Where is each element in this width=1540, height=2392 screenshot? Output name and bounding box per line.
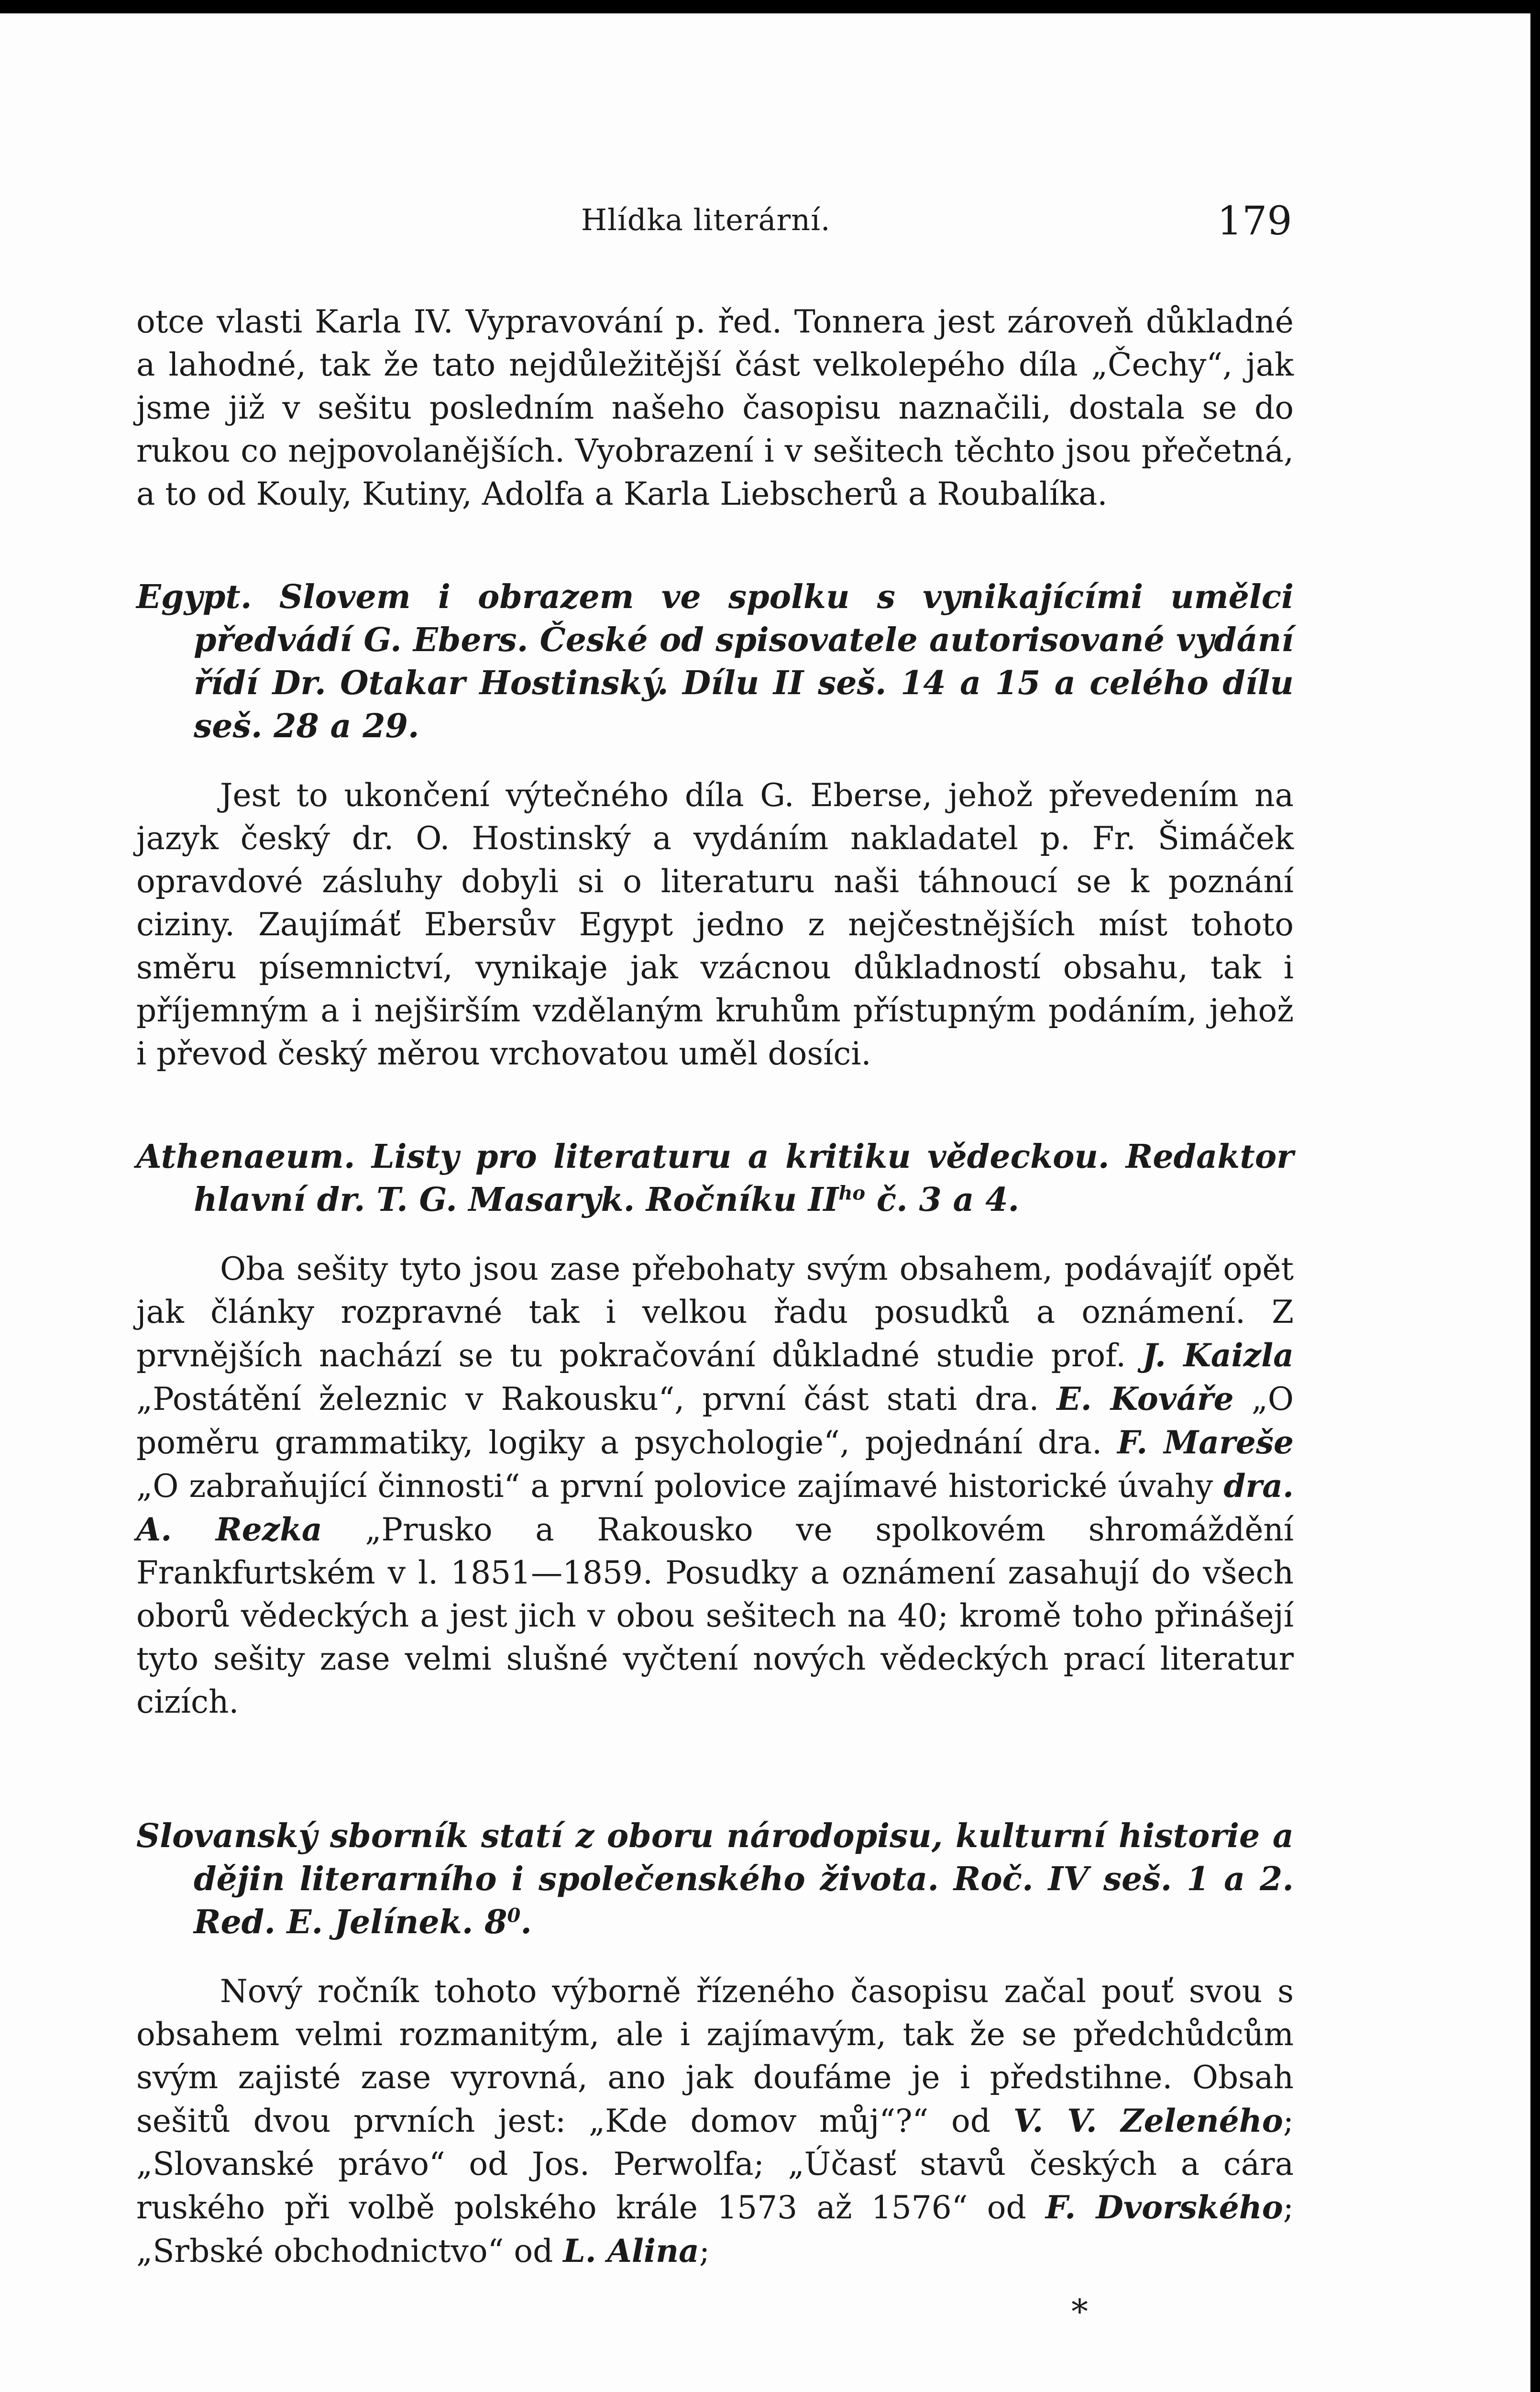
- running-title: Hlídka literární.: [581, 202, 831, 237]
- intro-paragraph: otce vlasti Karla IV. Vypravování p. řed. Tonnera jest zároveň důkladné a lahodné, tak že tato nejdůležitější část velkolepého díla „Čechy“, jak jsme již v sešitu posledním našeho časopisu naznačili, dostala se do rukou co nejpovolanějších. Vyobrazení i v sešitech těchto jsou přečetná, a to od Kouly, Kutiny, Adolfa a Karla Liebscherů a Roubalíka.: [136, 303, 1294, 512]
- author-name: dra. A. Rezka: [136, 1467, 1294, 1548]
- athenaeum-review: [136, 1248, 1294, 1724]
- page-header: [0, 199, 1530, 245]
- author-name: J. Kaizla: [1142, 1337, 1294, 1374]
- author-name: E. Kováře: [1056, 1380, 1234, 1417]
- review-text: „O poměru grammatiky, logiky a psychologie“, pojednání dra.: [136, 1381, 1294, 1461]
- review-text: „Postátění železnic v Rakousku“, první část stati dra.: [136, 1381, 1057, 1417]
- scanned-page: [0, 13, 1530, 2392]
- athenaeum-title-superscript: ho: [838, 1182, 866, 1205]
- author-name: F. Mareše: [1117, 1424, 1294, 1461]
- page-number: 179: [1217, 199, 1292, 244]
- slovansky-review: [136, 1970, 1294, 2273]
- author-name: F. Dvorského: [1045, 2189, 1283, 2226]
- slovansky-title-main: Slovanský sborník statí z oboru národopisu, kulturní historie a dějin literarního i společenského života. Roč. IV seš. 1 a 2. Red. E. Jelínek. 8: [136, 1817, 1294, 1941]
- egypt-review: Jest to ukončení výtečného díla G. Eberse, jehož převedením na jazyk český dr. O. Hostinský a vydáním nakladatel p. Fr. Šimáček opravdové zásluhy dobyli si o literaturu naši táhnoucí se k poznání ciziny. Zaujímáť Ebersův Egypt jedno z nejčestnějších míst tohoto směru písemnictví, vynikaje jak vzácnou důkladností obsahu, tak i příjemným a i nejširším vzdělaným kruhům přístupným podáním, jehož i převod český měrou vrchovatou uměl dosíci.: [136, 777, 1294, 1072]
- slovansky-title-tail: .: [520, 1903, 532, 1941]
- review-text: „Prusko a Rakousko ve spolkovém shromáždění Frankfurtském v l. 1851—1859. Posudky a oznámení zasahují do všech oborů vědeckých a jest jich v obou sešitech na 40; kromě toho přinášejí tyto sešity zase velmi slušné vyčtení nových vědeckých prací literatur cizích.: [136, 1511, 1294, 1720]
- author-name: V. V. Zeleného: [1013, 2102, 1283, 2139]
- review-text: „O zabraňující činnosti“ a první polovice zajímavé historické úvahy: [136, 1468, 1224, 1505]
- athenaeum-title-tail: č. 3 a 4.: [865, 1181, 1020, 1219]
- slovansky-entry-title: [136, 1815, 1294, 1944]
- text-column: [136, 300, 1294, 2273]
- review-text: Oba sešity tyto jsou zase přebohaty svým obsahem, podávajíť opět jak články rozpravné tak i velkou řadu posudků a oznámení. Z prvnějších nachází se tu pokračování důkladné studie prof.: [136, 1251, 1294, 1374]
- egypt-entry-title: Egypt. Slovem i obrazem ve spolku s vynikajícími umělci předvádí G. Ebers. České od spisovatele autorisované vydání řídí Dr. Otakar Hostinský. Dílu II seš. 14 a 15 a celého dílu seš. 28 a 29.: [136, 578, 1294, 745]
- review-text: ;: [699, 2233, 710, 2270]
- author-name: L. Alina: [563, 2232, 699, 2270]
- signature-mark: *: [1071, 2292, 1088, 2331]
- athenaeum-title-main: Athenaeum. Listy pro literaturu a kritiku vědeckou. Redaktor hlavní dr. T. G. Masaryk. Ročníku II: [136, 1138, 1294, 1219]
- review-text: ; „Slovanské právo“ od Jos. Perwolfa; „Účasť stavů českých a cára ruského při volbě polského krále 1573 až 1576“ od: [136, 2103, 1294, 2226]
- slovansky-title-superscript: 0: [507, 1904, 521, 1927]
- review-text: Nový ročník tohoto výborně řízeného časopisu začal pouť svou s obsahem velmi rozmanitým, ale i zajímavým, tak že se předchůdcům svým zajisté zase vyrovná, ano jak doufáme je i předstihne. Obsah sešitů dvou prvních jest: „Kde domov můj“?“ od: [136, 1973, 1294, 2139]
- review-text: ; „Srbské obchodnictvo“ od: [136, 2189, 1294, 2270]
- athenaeum-entry-title: [136, 1135, 1294, 1221]
